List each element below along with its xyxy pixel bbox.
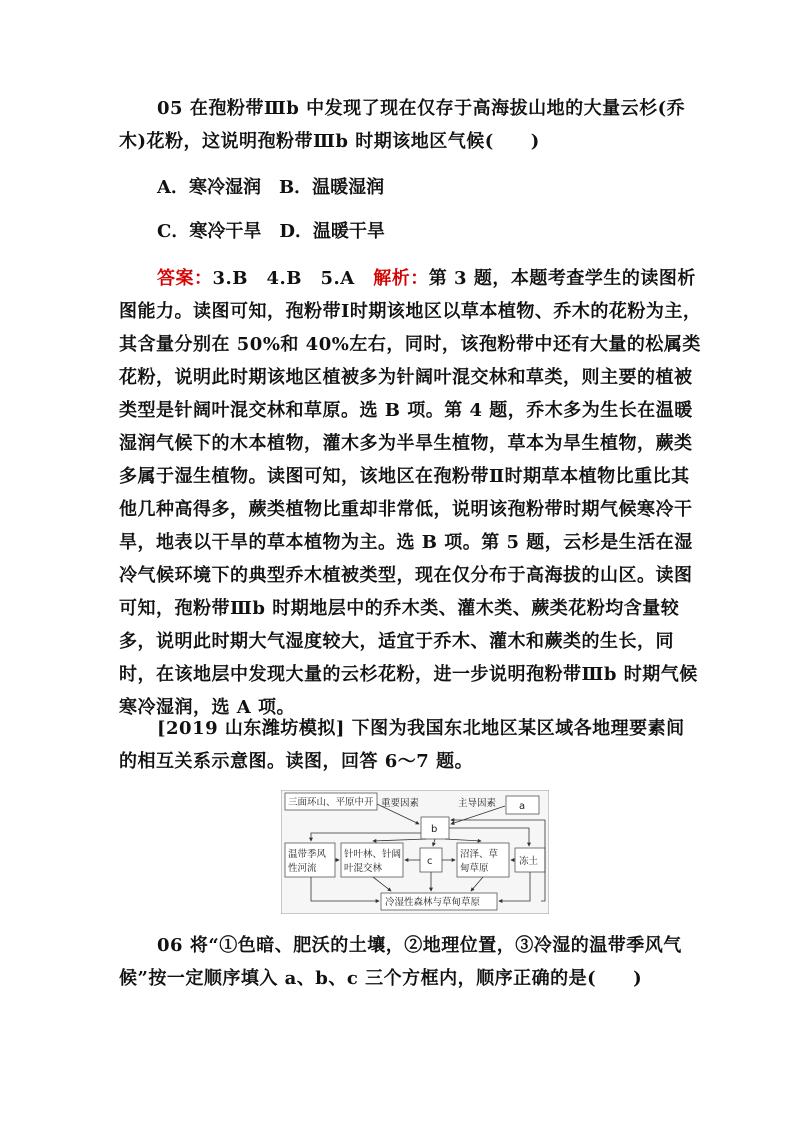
option-a: A．寒冷湿润 [157,177,261,198]
question-6-number: 06 [157,935,184,956]
forest-label-2: 叶混交林 [344,863,383,874]
river-label-1: 温带季风 [288,849,327,860]
box-a-label: a [519,801,526,812]
swamp-label-1: 沼泽、草 [460,849,499,860]
answer-values: 3.B 4.B 5.A [212,268,374,289]
river-label-2: 性河流 [288,863,317,874]
question-6 [119,929,703,995]
analysis-label: 解析： [373,268,429,289]
important-factor-label: 重要因素 [381,798,420,809]
analysis-text: 第 3 题，本题考查学生的读图析图能力。读图可知，孢粉带Ⅰ时期该地区以草本植物、乔木的花粉为主，其含量分别在 50%和 40%左右，同时，该孢粉带中还有大量的松属类花粉，说明此时期该地区植被多为针阔叶混交林和草类，则主要的植被类型是针阔叶混交林和草原。选 B 项。第 4 题，乔木多为生长在温暖湿润气候下的木本植物，灌木多为半旱生植物，草本为旱生植物，蕨类多属于湿生植物。读图可知，该地区在孢粉带Ⅱ时期草本植物比重比其他几种高得多，蕨类植物比重却非常低，说明该孢粉带时期气候寒冷干旱，地表以干旱的草本植物为主。选 B 项。第 5 题，云杉是生活在湿冷气候环境下的典型乔木植被类型，现在仅分布于高海拔的山区。读图可知，孢粉带Ⅲb 时期地层中的乔木类、灌木类、蕨类花粉均含量较多，说明此时期大气湿度较大，适宜于乔木、灌木和蕨类的生长，同时，在该地层中发现大量的云杉花粉，进一步说明孢粉带Ⅲb 时期气候寒冷湿润，选 A 项。 [119,268,702,718]
top-left-label: 三面环山、平原中开 [288,797,374,808]
box-b-label: b [431,824,438,835]
answer-label: 答案： [157,268,213,289]
option-d: D．温暖干旱 [279,221,385,242]
option-c: C．寒冷干旱 [157,221,262,242]
relationship-diagram [281,790,549,914]
answer-block [119,262,703,724]
bottom-label: 冷湿性森林与草甸草原 [385,897,481,908]
question-6-text: 将“①色暗、肥沃的土壤，②地理位置，③冷湿的温带季风气候”按一定顺序填入 a、b、c 三个方框内，顺序正确的是( ) [119,935,682,989]
question-5-text: 在孢粉带Ⅲb 中发现了现在仅存于高海拔山地的大量云杉(乔木)花粉，这说明孢粉带Ⅲb 时期该地区气候( ) [119,98,686,152]
option-row-2 [157,220,385,244]
intro-paragraph [119,712,703,778]
question-5-number: 05 [157,98,184,119]
swamp-label-2: 甸草原 [460,863,489,874]
option-b: B．温暖湿润 [278,177,385,198]
forest-label-1: 针叶林、针阔 [344,849,402,860]
box-c-label: c [427,856,433,867]
question-5 [119,92,703,158]
option-row-1 [157,176,384,200]
frozen-soil-label: 冻土 [519,856,539,867]
intro-text: [2019 山东潍坊模拟] 下图为我国东北地区某区域各地理要素间的相互关系示意图。读图，回答 6～7 题。 [119,718,685,772]
diagram-svg [281,790,549,914]
main-factor-label: 主导因素 [458,798,497,809]
